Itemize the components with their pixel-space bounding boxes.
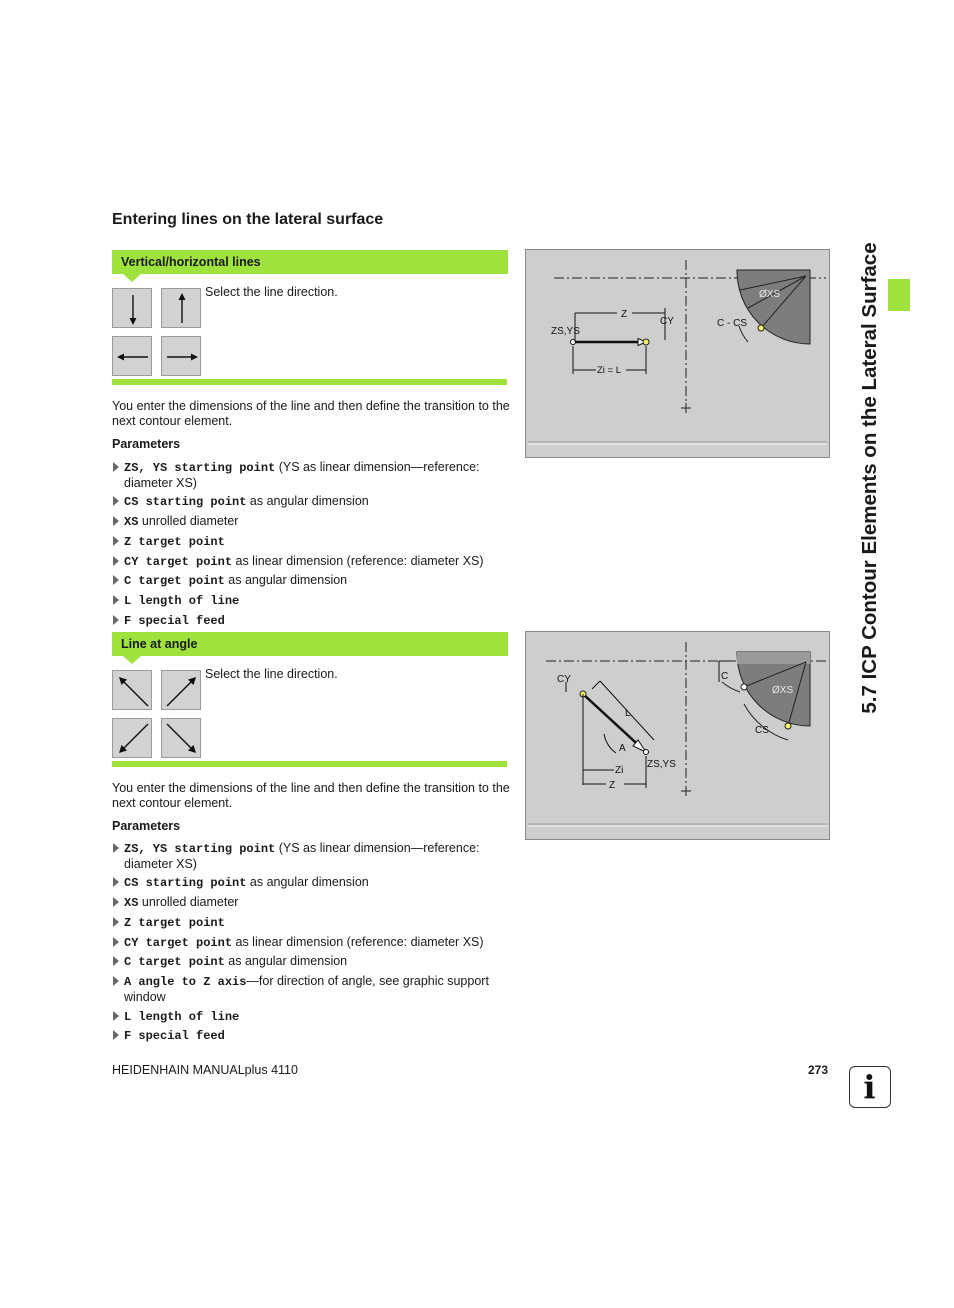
figure-label: Zi = L — [597, 365, 622, 376]
arrow-up-icon[interactable] — [161, 288, 201, 328]
parameter-list — [112, 460, 512, 633]
list-item: C target point as angular dimension — [112, 954, 512, 970]
figure-label: A — [619, 743, 626, 754]
select-direction-note: Select the line direction. — [205, 285, 338, 299]
figure-label: Z — [609, 780, 616, 791]
list-item: XS unrolled diameter — [112, 514, 512, 530]
figure-label: CY — [660, 316, 674, 327]
subsection-title: Vertical/horizontal lines — [121, 255, 261, 269]
arrow-down-left-icon[interactable] — [112, 718, 152, 758]
figure-label: Zi — [615, 765, 624, 776]
list-item: CS starting point as angular dimension — [112, 875, 512, 891]
arrow-down-right-icon[interactable] — [161, 718, 201, 758]
info-icon — [849, 1066, 891, 1108]
parameters-heading: Parameters — [112, 437, 181, 451]
figure-label: C - CS — [717, 318, 747, 329]
list-item: CS starting point as angular dimension — [112, 494, 512, 510]
select-direction-note: Select the line direction. — [205, 667, 338, 681]
list-item: F special feed — [112, 613, 512, 629]
section-divider — [112, 379, 507, 385]
figure-label: ØXS — [772, 685, 794, 696]
parameters-heading: Parameters — [112, 819, 181, 833]
subsection-bar-vertical-horizontal — [112, 250, 508, 274]
figure-label: ØXS — [759, 289, 781, 300]
figure-label: ZS,YS — [647, 759, 676, 770]
figure-line-at-angle — [525, 631, 830, 840]
figure-label: L — [625, 708, 631, 719]
footer-manual-name: HEIDENHAIN MANUALplus 4110 — [112, 1063, 298, 1077]
list-item: L length of line — [112, 1009, 512, 1025]
arrow-up-left-icon[interactable] — [112, 670, 152, 710]
parameter-list — [112, 841, 512, 1048]
intro-paragraph: You enter the dimensions of the line and then define the transition to the next contour element. — [112, 781, 510, 810]
list-item: F special feed — [112, 1028, 512, 1044]
subsection-title: Line at angle — [121, 637, 198, 651]
figure-vertical-horizontal-line — [525, 249, 830, 458]
subsection-bar-line-at-angle — [112, 632, 508, 656]
chapter-tab — [888, 279, 910, 311]
section-divider — [112, 761, 507, 767]
intro-paragraph: You enter the dimensions of the line and then define the transition to the next contour element. — [112, 399, 510, 428]
list-item: ZS, YS starting point (YS as linear dimension—reference: diameter XS) — [112, 460, 512, 490]
figure-label: C — [721, 671, 729, 682]
list-item: ZS, YS starting point (YS as linear dimension—reference: diameter XS) — [112, 841, 512, 871]
chapter-side-title-text: 5.7 ICP Contour Elements on the Lateral Surface — [858, 242, 881, 714]
footer-page-number: 273 — [808, 1063, 829, 1077]
arrow-down-icon[interactable] — [112, 288, 152, 328]
arrow-up-right-icon[interactable] — [161, 670, 201, 710]
list-item: XS unrolled diameter — [112, 895, 512, 911]
list-item: CY target point as linear dimension (reference: diameter XS) — [112, 935, 512, 951]
bar-notch — [123, 656, 141, 664]
list-item: CY target point as linear dimension (reference: diameter XS) — [112, 554, 512, 570]
list-item: C target point as angular dimension — [112, 573, 512, 589]
bar-notch — [123, 274, 141, 282]
list-item: L length of line — [112, 593, 512, 609]
arrow-right-icon[interactable] — [161, 336, 201, 376]
figure-label: CY — [557, 674, 571, 685]
info-icon-glyph: i — [863, 1068, 876, 1106]
figure-label: Z — [621, 309, 628, 320]
figure-label: ZS,YS — [551, 326, 580, 337]
section-heading: Entering lines on the lateral surface — [112, 211, 384, 228]
figure-label: CS — [755, 725, 769, 736]
list-item: Z target point — [112, 915, 512, 931]
list-item: A angle to Z axis—for direction of angle, see graphic support window — [112, 974, 512, 1004]
list-item: Z target point — [112, 534, 512, 550]
arrow-left-icon[interactable] — [112, 336, 152, 376]
